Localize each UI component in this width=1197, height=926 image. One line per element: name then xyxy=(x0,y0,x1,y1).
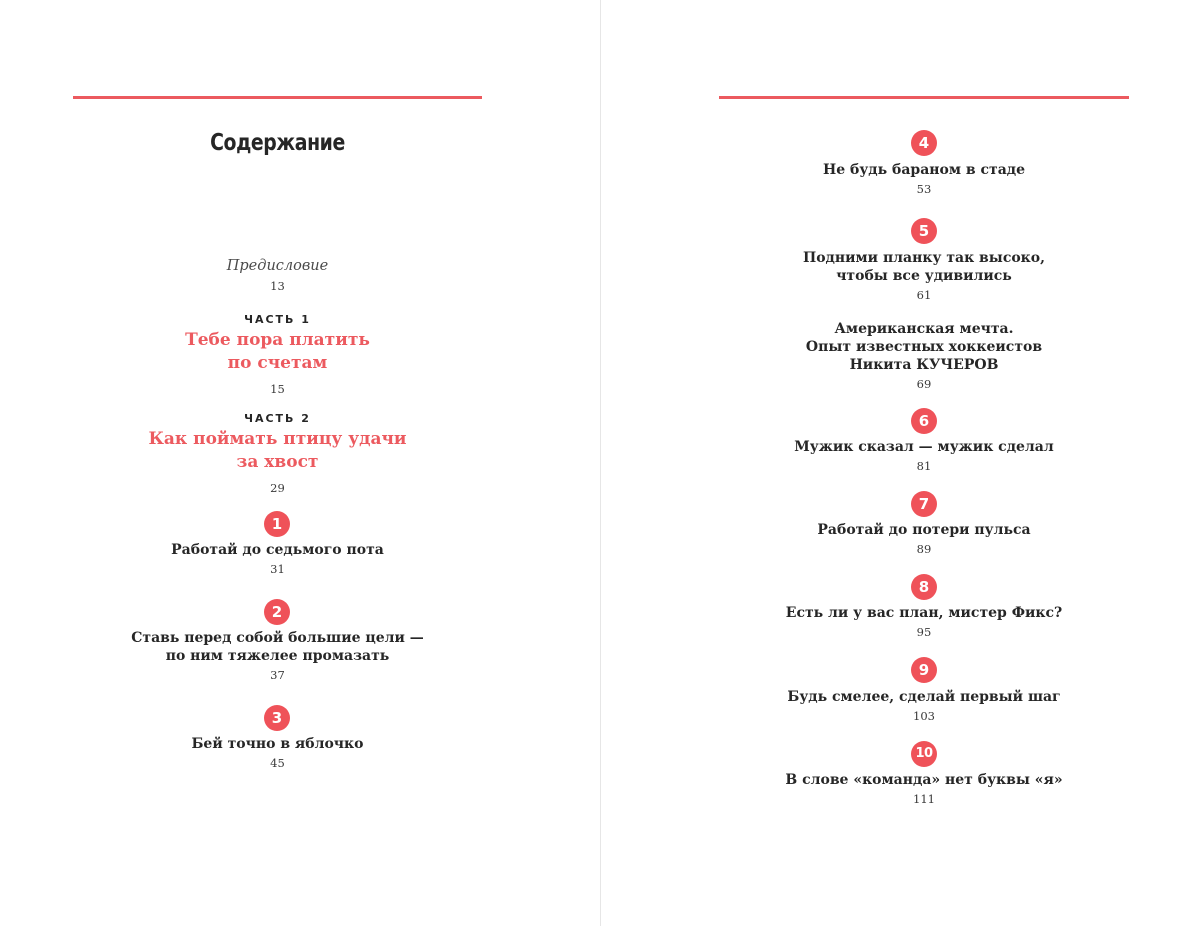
chapter-number-badge: 10 xyxy=(911,741,937,767)
page-title: Содержание xyxy=(210,130,345,156)
page-number: 29 xyxy=(270,481,285,495)
preface-label: Предисловие xyxy=(226,258,329,274)
toc-entry-chapter-5[interactable] xyxy=(719,249,1129,302)
toc-entry-interlude[interactable] xyxy=(719,320,1129,391)
page-number: 69 xyxy=(916,377,932,391)
toc-entry-part-1[interactable] xyxy=(73,313,482,396)
toc-entry-part-2[interactable] xyxy=(73,412,482,495)
page-number: 13 xyxy=(270,279,285,293)
toc-entry-chapter-4[interactable] xyxy=(719,161,1129,196)
chapter-title: Работай до потери пульса xyxy=(817,522,1031,538)
chapter-title: В слове «команда» нет буквы «я» xyxy=(785,772,1063,788)
chapter-title: Не будь бараном в стаде xyxy=(822,162,1025,178)
chapter-number-badge: 8 xyxy=(911,574,937,600)
page-number: 111 xyxy=(913,792,935,806)
chapter-number-badge: 2 xyxy=(264,599,290,625)
page-number: 53 xyxy=(916,182,932,196)
toc-entry-chapter-9[interactable] xyxy=(719,688,1129,723)
chapter-number-badge: 7 xyxy=(911,491,937,517)
chapter-number-badge: 3 xyxy=(264,705,290,731)
chapter-number-badge: 6 xyxy=(911,408,937,434)
page-number: 89 xyxy=(916,542,932,556)
toc-entry-chapter-1[interactable] xyxy=(73,541,482,576)
chapter-title: Мужик сказал — мужик сделал xyxy=(794,439,1054,455)
chapter-title: Ставь перед собой большие цели — по ним тяжелее промазать xyxy=(131,630,424,664)
interlude-title: Американская мечта. Опыт известных хоккеистов Никита КУЧЕРОВ xyxy=(805,321,1043,373)
chapter-title: Будь смелее, сделай первый шаг xyxy=(787,689,1061,705)
part-label: ЧАСТЬ 2 xyxy=(244,412,311,425)
page-number: 15 xyxy=(270,382,285,396)
chapter-title: Работай до седьмого пота xyxy=(171,542,384,558)
page-number: 37 xyxy=(270,668,285,682)
page-number: 45 xyxy=(270,756,285,770)
part-title: Тебе пора платить по счетам xyxy=(185,330,370,373)
chapter-title: Подними планку так высоко, чтобы все удивились xyxy=(803,250,1045,284)
toc-entry-chapter-8[interactable] xyxy=(719,604,1129,639)
toc-entry-chapter-3[interactable] xyxy=(73,735,482,770)
top-rule xyxy=(73,96,482,99)
toc-entry-chapter-2[interactable] xyxy=(73,629,482,682)
chapter-number-badge: 4 xyxy=(911,130,937,156)
page-number: 95 xyxy=(916,625,932,639)
chapter-number-badge: 5 xyxy=(911,218,937,244)
page-number: 81 xyxy=(916,459,932,473)
right-page xyxy=(601,0,1197,926)
toc-entry-chapter-6[interactable] xyxy=(719,438,1129,473)
page-number: 103 xyxy=(913,709,935,723)
chapter-number-badge: 1 xyxy=(264,511,290,537)
page-number: 61 xyxy=(916,288,932,302)
chapter-number-badge: 9 xyxy=(911,657,937,683)
part-label: ЧАСТЬ 1 xyxy=(244,313,311,326)
chapter-title: Бей точно в яблочко xyxy=(191,736,364,752)
toc-entry-chapter-10[interactable] xyxy=(719,771,1129,806)
toc-entry-chapter-7[interactable] xyxy=(719,521,1129,556)
part-title: Как поймать птицу удачи за хвост xyxy=(148,429,407,472)
page-number: 31 xyxy=(270,562,285,576)
top-rule xyxy=(719,96,1129,99)
toc-entry-preface[interactable] xyxy=(73,258,482,293)
chapter-title: Есть ли у вас план, мистер Фикс? xyxy=(785,605,1063,621)
